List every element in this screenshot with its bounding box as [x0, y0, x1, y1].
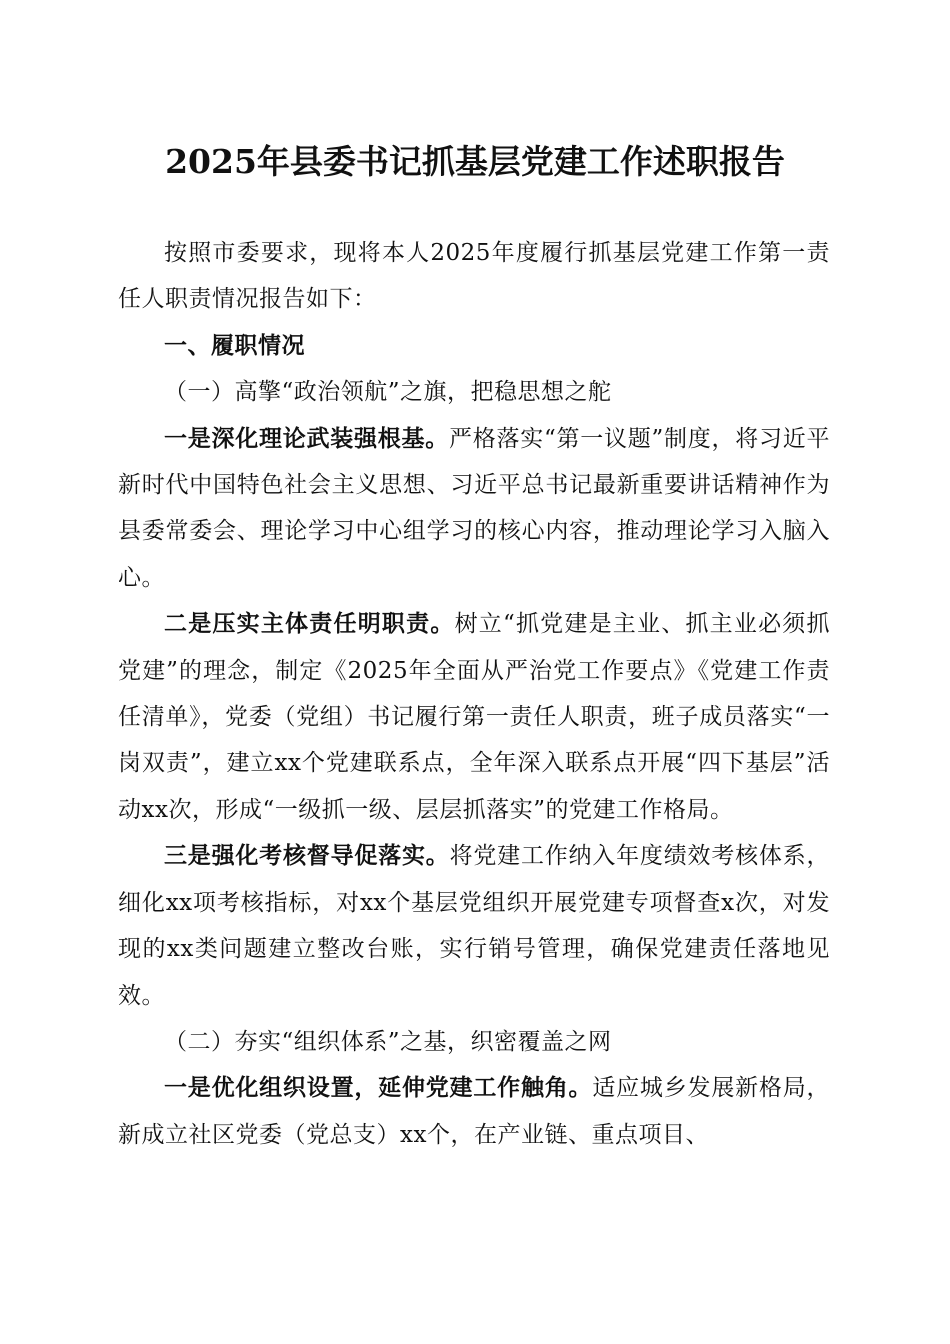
- paragraph-1-text: 严格落实“第一议题”制度，将习近平新时代中国特色社会主义思想、习近平总书记最新重要讲话精神作为县委常委会、理论学习中心组学习的核心内容，推动理论学习入脑入心。: [118, 425, 830, 591]
- paragraph-4-lead: 一是优化组织设置，延伸党建工作触角。: [164, 1074, 593, 1102]
- paragraph-1: [118, 416, 830, 602]
- paragraph-1-lead: 一是深化理论武装强根基。: [164, 424, 449, 452]
- paragraph-4-text: 适应城乡发展新格局，新成立社区党委（党总支）xx个，在产业链、重点项目、: [118, 1075, 831, 1148]
- paragraph-2-lead: 二是压实主体责任明职责。: [164, 610, 455, 638]
- paragraph-2: [118, 601, 830, 833]
- document-title: 2025年县委书记抓基层党建工作述职报告: [165, 142, 785, 181]
- intro-paragraph: 按照市委要求，现将本人2025年度履行抓基层党建工作第一责任人职责情况报告如下：: [118, 240, 830, 313]
- paragraph-3-text: 将党建工作纳入年度绩效考核体系，细化xx项考核指标，对xx个基层党组织开展党建专项督查x次，对发现的xx类问题建立整改台账，实行销号管理，确保党建责任落地见效。: [118, 843, 831, 1009]
- subsection-heading-2: （二）夯实“组织体系”之基，织密覆盖之网: [164, 1028, 612, 1055]
- subsection-heading-1: （一）高擎“政治领航”之旗，把稳思想之舵: [164, 379, 612, 406]
- paragraph-3-lead: 三是强化考核督导促落实。: [164, 842, 450, 870]
- paragraph-3: [118, 833, 830, 1019]
- paragraph-2-text: 树立“抓党建是主业、抓主业必须抓党建”的理念，制定《2025年全面从严治党工作要点》《党建工作责任清单》，党委（党组）书记履行第一责任人职责，班子成员落实“一岗双责”，建立xx个党建联系点，全年深入联系点开展“四下基层”活动xx次，形成“一级抓一级、层层抓落实”的党建工作格局。: [118, 611, 831, 823]
- section-heading: 一、履职情况: [164, 332, 305, 359]
- document-body: [118, 230, 830, 1158]
- paragraph-4: [118, 1065, 830, 1158]
